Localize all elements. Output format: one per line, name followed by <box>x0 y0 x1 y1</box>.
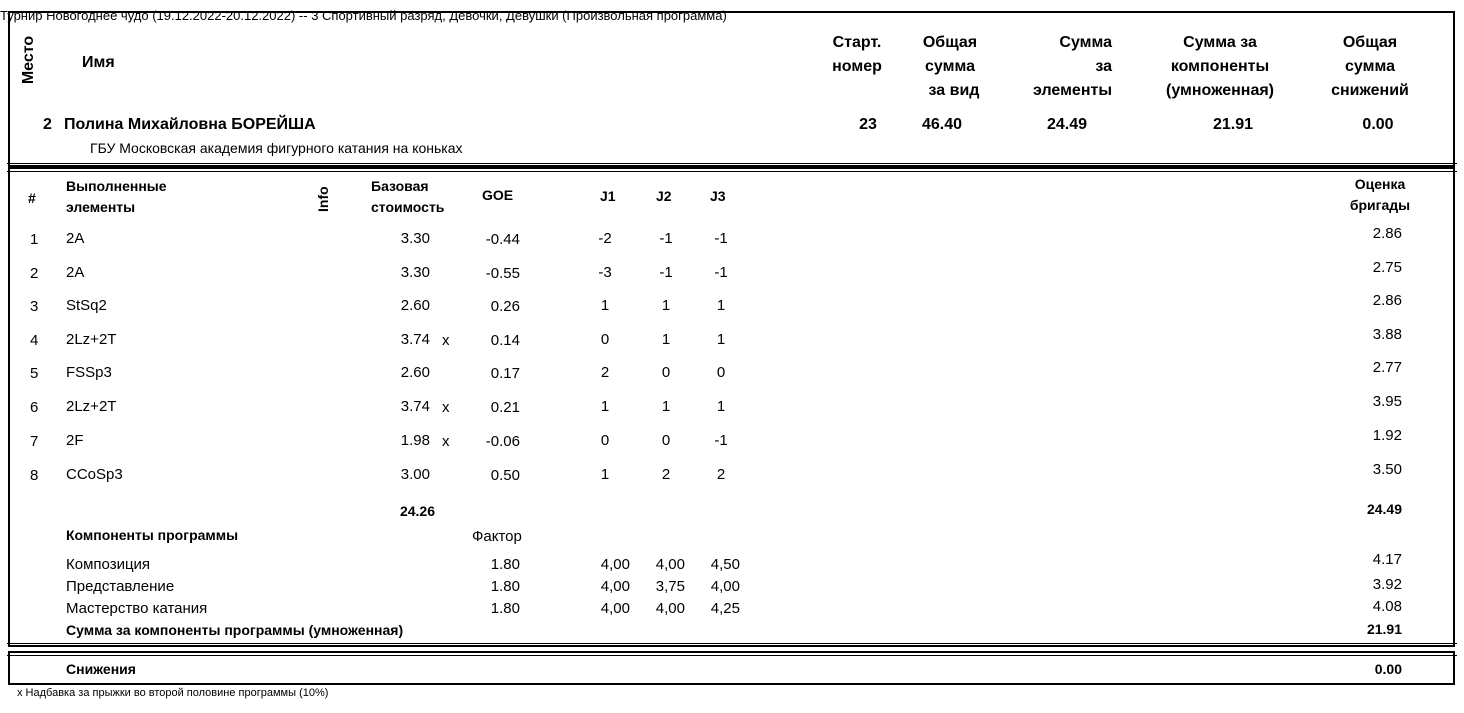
element-goe: -0.44 <box>485 231 520 248</box>
element-base-value: 3.30 <box>400 230 430 247</box>
col-goe-header: GOE <box>482 187 514 203</box>
element-panel-score: 2.75 <box>1372 259 1402 276</box>
component-j1: 4,00 <box>600 600 630 617</box>
element-num: 1 <box>30 231 39 248</box>
start-label-line: номер <box>832 58 882 75</box>
element-code: 2Lz+2T <box>66 331 117 348</box>
element-base-value: 3.74 <box>400 331 430 348</box>
component-name: Мастерство катания <box>66 600 208 617</box>
place-label: Место <box>20 35 37 85</box>
element-num: 2 <box>30 265 39 282</box>
component-factor: 1.80 <box>490 578 520 595</box>
element-j3: 1 <box>716 398 726 415</box>
element-panel-score: 2.86 <box>1372 292 1402 309</box>
elements-top-divider <box>7 171 1457 172</box>
element-j1: -3 <box>598 264 612 281</box>
col-element-header-line: Выполненные <box>66 178 167 194</box>
element-j3: 1 <box>716 331 726 348</box>
elements-label-line: Сумма <box>1059 34 1112 51</box>
element-base-value: 3.74 <box>400 398 430 415</box>
element-num: 4 <box>30 332 39 349</box>
col-info-header: Info <box>315 186 331 212</box>
element-j3: 1 <box>716 297 726 314</box>
col-base-header-line: стоимость <box>371 199 445 215</box>
col-panel-header-line: бригады <box>1349 197 1411 213</box>
deductions-total-label: Снижения <box>66 661 136 677</box>
components-label-line: Сумма за <box>1183 34 1257 51</box>
elements-score-label <box>1000 31 1112 103</box>
element-code: 2A <box>66 230 85 247</box>
deductions-box <box>8 651 1455 685</box>
deductions-label-line: снижений <box>1331 82 1409 99</box>
element-num: 3 <box>30 298 39 315</box>
footnote: x Надбавка за прыжки во второй половине программы (10%) <box>17 687 329 699</box>
skater-components-score: 21.91 <box>1212 116 1254 133</box>
component-score: 3.92 <box>1372 576 1402 593</box>
element-j2: -1 <box>659 230 673 247</box>
component-name: Композиция <box>66 556 151 573</box>
element-j3: -1 <box>714 432 728 449</box>
col-num-header: # <box>28 190 36 206</box>
base-total: 24.26 <box>399 503 435 519</box>
element-panel-score: 3.88 <box>1372 326 1402 343</box>
component-j2: 3,75 <box>655 578 685 595</box>
element-bonus-mark: x <box>442 433 450 450</box>
element-goe: 0.50 <box>490 467 520 484</box>
element-code: 2F <box>66 432 84 449</box>
document-title: Турнир Новогоднее чудо (19.12.2022-20.12.2022) -- 3 Спортивный разряд, Девочки, Девушки (Произвольная программа) <box>0 8 727 23</box>
element-num: 5 <box>30 365 39 382</box>
element-bonus-mark: x <box>442 399 450 416</box>
element-j2: -1 <box>659 264 673 281</box>
deductions-label-line: сумма <box>1345 58 1395 75</box>
element-j3: -1 <box>714 264 728 281</box>
element-code: CCoSp3 <box>66 466 123 483</box>
element-j1: 1 <box>600 398 610 415</box>
component-j2: 4,00 <box>655 600 685 617</box>
score-total: 24.49 <box>1366 501 1402 517</box>
element-j2: 1 <box>661 297 671 314</box>
element-code: 2Lz+2T <box>66 398 117 415</box>
element-j1: 0 <box>600 432 610 449</box>
header-divider <box>7 163 1457 164</box>
element-code: StSq2 <box>66 297 107 314</box>
element-goe: 0.26 <box>490 298 520 315</box>
element-j3: 0 <box>716 364 726 381</box>
element-num: 6 <box>30 399 39 416</box>
component-j3: 4,50 <box>710 556 740 573</box>
element-j1: 2 <box>600 364 610 381</box>
component-factor: 1.80 <box>490 600 520 617</box>
elements-bottom-divider <box>7 643 1457 644</box>
element-j2: 1 <box>661 331 671 348</box>
deductions-label <box>1320 31 1420 103</box>
deductions-total: 0.00 <box>1374 661 1402 677</box>
element-goe: 0.17 <box>490 365 520 382</box>
element-j1: 0 <box>600 331 610 348</box>
elements-label-line: элементы <box>1033 82 1112 99</box>
col-panel-header <box>1325 174 1435 216</box>
component-score: 4.17 <box>1372 551 1402 568</box>
name-label: Имя <box>82 54 115 71</box>
component-score: 4.08 <box>1372 598 1402 615</box>
element-j3: 2 <box>716 466 726 483</box>
element-j1: 1 <box>600 297 610 314</box>
element-bonus-mark: x <box>442 332 450 349</box>
element-j1: -2 <box>598 230 612 247</box>
element-base-value: 2.60 <box>400 364 430 381</box>
component-j1: 4,00 <box>600 578 630 595</box>
element-panel-score: 3.50 <box>1372 461 1402 478</box>
element-goe: 0.21 <box>490 399 520 416</box>
deductions-label-line: Общая <box>1342 34 1398 51</box>
element-panel-score: 3.95 <box>1372 393 1402 410</box>
col-j2-header: J2 <box>656 188 672 204</box>
components-label-line: (умноженная) <box>1166 82 1274 99</box>
skater-deductions: 0.00 <box>1362 116 1394 133</box>
components-total: 21.91 <box>1366 621 1402 637</box>
component-factor: 1.80 <box>490 556 520 573</box>
skater-elements-score: 24.49 <box>1046 116 1088 133</box>
factor-label: Фактор <box>472 528 522 545</box>
component-name: Представление <box>66 578 175 595</box>
element-j2: 0 <box>661 364 671 381</box>
skater-start-number: 23 <box>859 116 877 133</box>
component-j1: 4,00 <box>600 556 630 573</box>
col-j1-header: J1 <box>600 188 616 204</box>
start-label-line: Старт. <box>832 34 882 51</box>
component-j3: 4,00 <box>710 578 740 595</box>
skater-name: Полина Михайловна БОРЕЙША <box>64 116 316 133</box>
element-code: FSSp3 <box>66 364 112 381</box>
element-base-value: 3.30 <box>400 264 430 281</box>
element-panel-score: 2.77 <box>1372 359 1402 376</box>
element-base-value: 3.00 <box>400 466 430 483</box>
col-base-header-line: Базовая <box>371 178 429 194</box>
col-element-header-line: элементы <box>66 199 136 215</box>
element-j2: 0 <box>661 432 671 449</box>
col-j3-header: J3 <box>710 188 726 204</box>
element-goe: 0.14 <box>490 332 520 349</box>
components-score-label <box>1150 31 1290 103</box>
element-goe: -0.06 <box>485 433 520 450</box>
element-panel-score: 2.86 <box>1372 225 1402 242</box>
element-goe: -0.55 <box>485 265 520 282</box>
deductions-divider <box>7 655 1457 656</box>
components-label: Компоненты программы <box>66 527 239 543</box>
element-num: 8 <box>30 467 39 484</box>
element-code: 2A <box>66 264 85 281</box>
element-base-value: 2.60 <box>400 297 430 314</box>
total-label-line: за вид <box>928 82 980 99</box>
component-j2: 4,00 <box>655 556 685 573</box>
element-base-value: 1.98 <box>400 432 430 449</box>
skater-total-score: 46.40 <box>921 116 963 133</box>
element-j1: 1 <box>600 466 610 483</box>
element-j2: 1 <box>661 398 671 415</box>
element-panel-score: 1.92 <box>1372 427 1402 444</box>
elements-label-line: за <box>1095 58 1112 75</box>
skater-club: ГБУ Московская академия фигурного катания на коньках <box>90 140 463 156</box>
components-label-line: компоненты <box>1170 58 1270 75</box>
col-base-header <box>371 176 444 218</box>
col-panel-header-line: Оценка <box>1354 176 1406 192</box>
component-j3: 4,25 <box>710 600 740 617</box>
start-number-label <box>812 31 902 79</box>
total-label-line: Общая <box>922 34 978 51</box>
total-label-line: сумма <box>925 58 975 75</box>
total-score-label <box>905 31 995 103</box>
element-j3: -1 <box>714 230 728 247</box>
components-total-label: Сумма за компоненты программы (умноженная) <box>66 622 404 638</box>
element-j2: 2 <box>661 466 671 483</box>
col-element-header <box>66 176 167 218</box>
element-num: 7 <box>30 433 39 450</box>
skater-place: 2 <box>43 116 52 133</box>
